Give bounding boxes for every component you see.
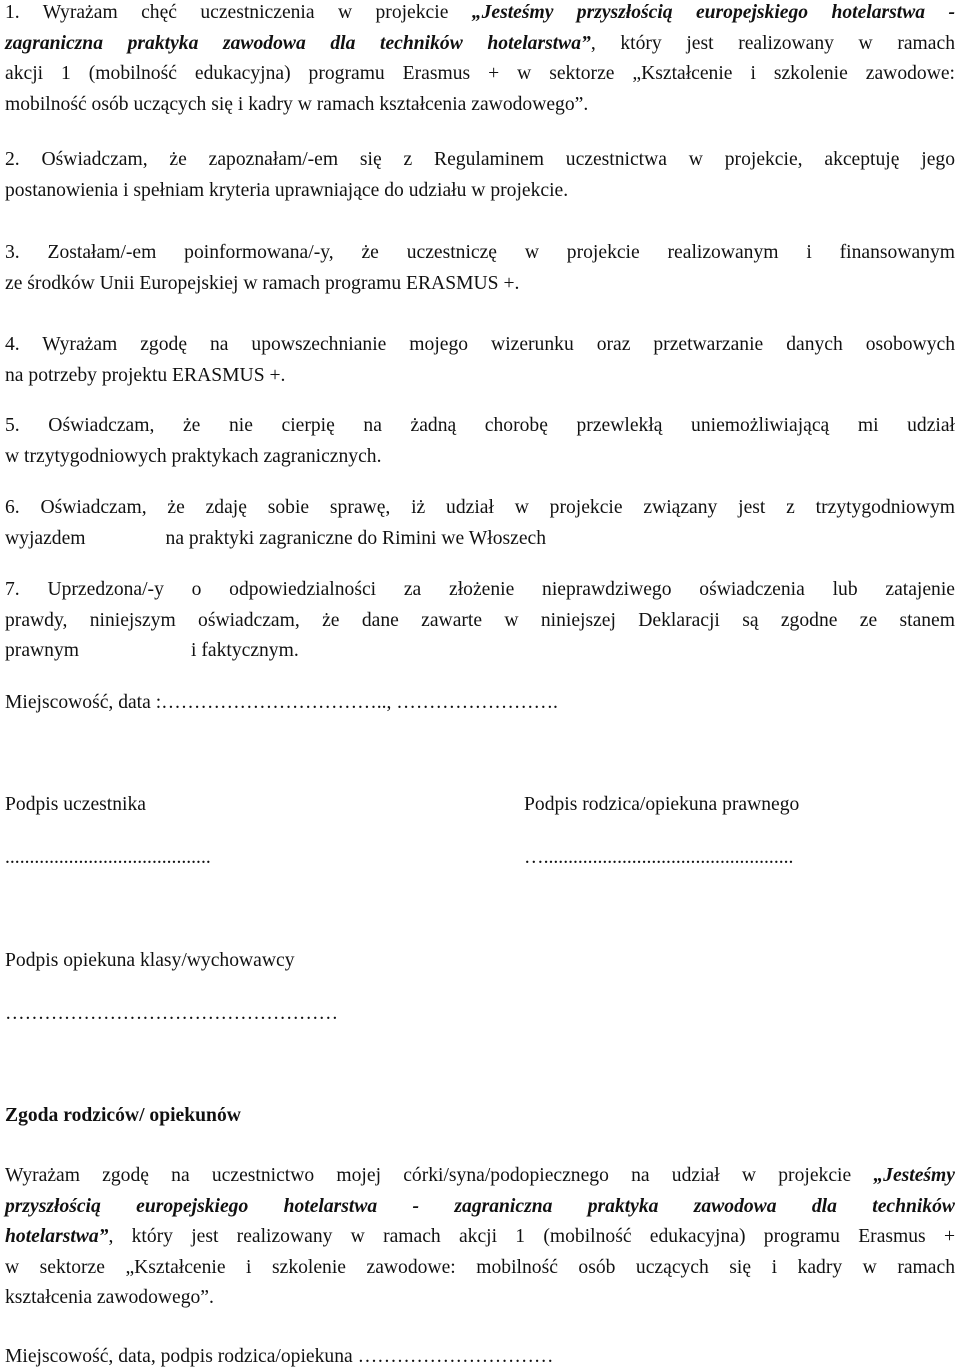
- declaration-2-line-2: postanowienia i spełniam kryteria uprawniające do udziału w projekcie.: [5, 179, 569, 201]
- parent-signature-label: Podpis rodzica/opiekuna prawnego: [524, 794, 800, 815]
- declaration-1-text-a: 1. Wyrażam chęć uczestniczenia w projekcie: [5, 2, 472, 23]
- project-title-cont: zagraniczna praktyka zawodowa dla techników hotelarstwa”: [5, 32, 591, 54]
- declaration-2: [5, 145, 955, 206]
- declaration-1-text-b: , który jest realizowany w ramach: [590, 32, 955, 54]
- declaration-1-line-3: akcji 1 (mobilność edukacyjna) programu Erasmus + w sektorze „Kształcenie i szkolenie zawodowe:: [5, 63, 955, 84]
- project-title: „Jesteśmy przyszłością europejskiego hotelarstwa -: [471, 2, 956, 23]
- consent-text: [5, 1161, 955, 1314]
- declaration-6: [5, 493, 955, 554]
- declaration-2-line-1: 2. Oświadczam, że zapoznałam/-em się z Regulaminem uczestnictwa w projekcie, akceptuję jego: [5, 149, 955, 170]
- consent-heading: Zgoda rodziców/ opiekunów: [5, 1105, 241, 1126]
- declaration-5-line-1: 5. Oświadczam, że nie cierpię na żadną chorobę przewlekłą uniemożliwiającą mi udział: [5, 415, 955, 436]
- participant-signature-label: Podpis uczestnika: [5, 794, 146, 815]
- declaration-5-line-2: w trzytygodniowych praktykach zagranicznych.: [5, 445, 382, 467]
- consent-signature-field: Miejscowość, data, podpis rodzica/opiekuna …………………………: [5, 1346, 554, 1367]
- declaration-6-line-2: [5, 524, 955, 555]
- teacher-signature-label: Podpis opiekuna klasy/wychowawcy: [5, 950, 295, 971]
- declaration-3-line-1: 3. Zostałam/-em poinformowana/-y, że uczestniczę w projekcie realizowanym i finansowanym: [5, 242, 955, 263]
- declaration-7-line-1: 7. Uprzedzona/-y o odpowiedzialności za złożenie nieprawdziwego oświadczenia lub zatajenie: [5, 579, 955, 600]
- participant-signature-line: ..........................................: [5, 847, 211, 868]
- consent-text-b: , który jest realizowany w ramach akcji 1 (mobilność edukacyjna) programu Erasmus +: [108, 1226, 955, 1247]
- declaration-4-line-1: 4. Wyrażam zgodę na upowszechnianie mojego wizerunku oraz przetwarzanie danych osobowych: [5, 334, 955, 355]
- declaration-7: [5, 575, 955, 667]
- declaration-4-line-2: na potrzeby projektu ERASMUS +.: [5, 364, 286, 386]
- declaration-1-line-2: [5, 29, 955, 60]
- consent-line-1: [5, 1161, 955, 1192]
- declaration-1: [5, 0, 955, 120]
- consent-line-5: kształcenia zawodowego”.: [5, 1287, 214, 1308]
- consent-line-4: w sektorze „Kształcenie i szkolenie zawodowe: mobilność osób uczących się i kadry w ramach: [5, 1256, 955, 1278]
- consent-project-title-end: hotelarstwa”: [5, 1226, 109, 1247]
- parent-signature-line: …...................................................: [524, 847, 794, 868]
- declaration-3: [5, 238, 955, 299]
- declaration-7-text-b: i faktycznym.: [191, 640, 299, 661]
- declaration-6-text-b: na praktyki zagraniczne do Rimini we Włoszech: [165, 527, 547, 549]
- declaration-3-line-2: ze środków Unii Europejskiej w ramach programu ERASMUS +.: [5, 272, 520, 294]
- declaration-7-text-a: prawnym: [5, 640, 80, 661]
- declaration-4: [5, 330, 955, 391]
- place-date-field: Miejscowość, data :…………………………….., …………………….: [5, 692, 558, 713]
- declaration-5: [5, 411, 955, 472]
- consent-project-title: „Jesteśmy: [873, 1165, 955, 1186]
- declaration-6-line-1: 6. Oświadczam, że zdaję sobie sprawę, iż udział w projekcie związany jest z trzytygodniowym: [5, 497, 955, 518]
- consent-text-a: Wyrażam zgodę na uczestnictwo mojej córki/syna/podopiecznego na udział w projekcie: [5, 1165, 874, 1186]
- teacher-signature-line: ……………………………………………: [5, 1003, 339, 1024]
- consent-line-2: przyszłością europejskiego hotelarstwa - zagraniczna praktyka zawodowa dla techników: [5, 1195, 955, 1217]
- consent-line-3: [5, 1222, 955, 1253]
- declaration-1-line-1: [5, 0, 955, 29]
- declaration-7-line-2: prawdy, niniejszym oświadczam, że dane zawarte w niniejszej Deklaracji są zgodne ze stanem: [5, 609, 955, 631]
- declaration-1-line-4: mobilność osób uczących się i kadry w ramach kształcenia zawodowego”.: [5, 93, 589, 115]
- declaration-6-text-a: wyjazdem: [5, 527, 86, 549]
- declaration-7-line-3: [5, 636, 955, 667]
